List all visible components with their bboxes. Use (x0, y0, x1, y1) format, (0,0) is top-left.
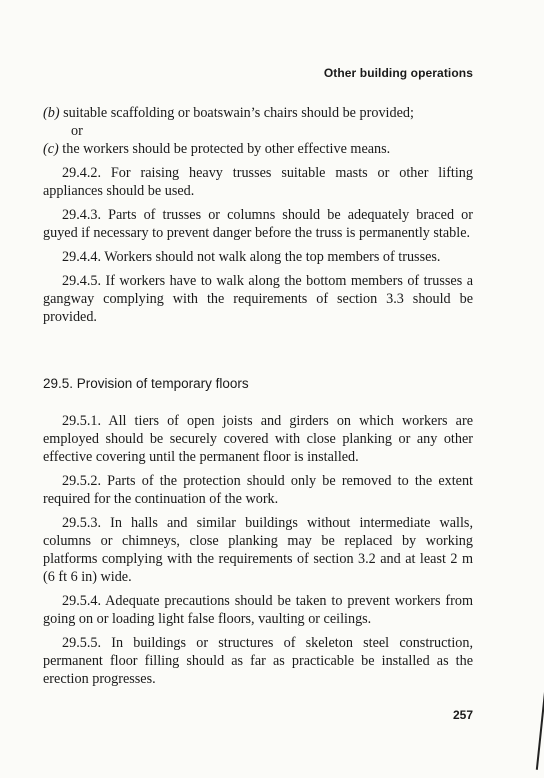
or-connector: or (71, 123, 83, 139)
paragraph-29-4-4: 29.4.4. Workers should not walk along the top members of trusses. (62, 249, 441, 265)
paragraph-29-5-1: 29.5.1. All tiers of open joists and girders on which workers are employed should be securely covered with close planking or any other effective covering until the permanent floor is installed. (43, 413, 473, 465)
page-number: 257 (452, 708, 473, 722)
paragraph-29-5-2: 29.5.2. Parts of the protection should only be removed to the extent required for the continuation of the work. (43, 473, 473, 507)
paragraph-29-4-3: 29.4.3. Parts of trusses or columns should be adequately braced or guyed if necessary to prevent danger before the truss is permanently stable. (43, 207, 473, 241)
list-label-c: (c) (43, 141, 59, 157)
paragraph-29-5-4: 29.5.4. Adequate precautions should be taken to prevent workers from going on or loading light false floors, vaulting or ceilings. (43, 593, 473, 627)
body-text-29-5 (43, 412, 473, 688)
list-item-b (43, 104, 473, 122)
running-head: Other building operations (323, 66, 473, 80)
list-text-c: the workers should be protected by other effective means. (62, 141, 391, 157)
list-item-c (43, 140, 473, 158)
paragraph-29-5-5: 29.5.5. In buildings or structures of skeleton steel construction, permanent floor filling should as far as practicable be installed as the erection progresses. (43, 635, 473, 687)
section-heading: 29.5. Provision of temporary floors (43, 376, 249, 391)
paragraph-29-5-3: 29.5.3. In halls and similar buildings without intermediate walls, columns or chimneys, close planking may be replaced by working platforms complying with the requirements of section 3.2 and at least 2 m (6 ft 6 in) wide. (43, 515, 473, 585)
paragraph-29-4-2: 29.4.2. For raising heavy trusses suitable masts or other lifting appliances should be used. (43, 165, 473, 199)
list-label-b: (b) (43, 105, 60, 121)
list-text-b: suitable scaffolding or boatswain’s chairs should be provided; (63, 105, 414, 121)
paragraph-29-4-5: 29.4.5. If workers have to walk along the bottom members of trusses a gangway complying with the requirements of section 3.3 should be provided. (43, 273, 473, 325)
document-page (43, 0, 473, 778)
page-edge-mark (536, 690, 544, 770)
body-text-29-4 (43, 104, 473, 326)
